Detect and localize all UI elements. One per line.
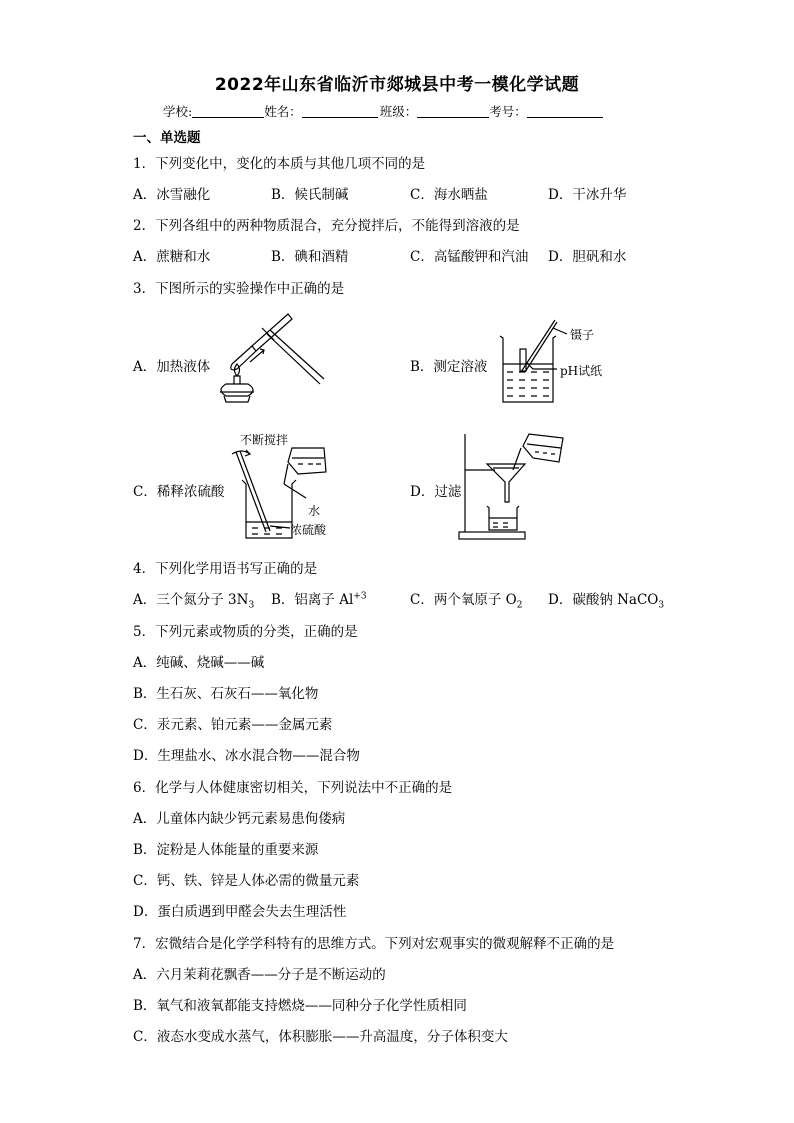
q4-option-d[interactable] <box>548 588 664 611</box>
q4-d-sub: 3 <box>658 600 665 611</box>
q5-stem: 5．下列元素或物质的分类，正确的是 <box>133 624 358 640</box>
q1-option-c[interactable]: C．海水晒盐 <box>410 187 488 203</box>
heating-liquid-figure <box>212 306 332 414</box>
exam-no-label: 考号： <box>489 104 527 119</box>
stir-label: 不断搅拌 <box>240 433 289 447</box>
section-heading: 一、单选题 <box>133 130 201 146</box>
ph-paper-label: pH试纸 <box>560 364 603 378</box>
q5-option-c[interactable]: C．汞元素、铂元素——金属元素 <box>133 717 333 733</box>
q3-option-d[interactable]: D．过滤 <box>410 484 462 500</box>
q1-option-b[interactable]: B．候氏制碱 <box>271 187 349 203</box>
q6-option-d[interactable]: D．蛋白质遇到甲醛会失去生理活性 <box>133 904 347 920</box>
class-label: 班级： <box>379 104 418 119</box>
q5-option-a[interactable]: A．纯碱、烧碱——碱 <box>133 655 265 671</box>
q6-option-b[interactable]: B．淀粉是人体能量的重要来源 <box>133 842 319 858</box>
q7-option-b[interactable]: B．氧气和液氧都能支持燃烧——同种分子化学性质相同 <box>133 998 467 1014</box>
q2-stem: 2．下列各组中的两种物质混合，充分搅拌后，不能得到溶液的是 <box>133 218 520 234</box>
q2-option-a[interactable]: A．蔗糖和水 <box>133 249 211 265</box>
q2-option-b[interactable]: B．碘和酒精 <box>271 249 349 265</box>
class-field[interactable] <box>417 104 489 118</box>
q5-option-d[interactable]: D．生理盐水、冰水混合物——混合物 <box>133 748 360 764</box>
q4-stem: 4．下列化学用语书写正确的是 <box>133 561 318 577</box>
q6-option-a[interactable]: A．儿童体内缺少钙元素易患佝偻病 <box>133 811 346 827</box>
q3-option-a[interactable]: A．加热液体 <box>133 359 211 375</box>
q1-option-a[interactable]: A．冰雪融化 <box>133 187 211 203</box>
water-label: 水 <box>308 504 321 518</box>
school-label: 学校: <box>163 104 193 119</box>
q4-c-text: C．两个氧原子 O <box>410 592 517 608</box>
conc-acid-label: 浓硫酸 <box>290 523 327 537</box>
q3-stem: 3．下图所示的实验操作中正确的是 <box>133 281 345 297</box>
q4-b-sup: +3 <box>353 591 367 602</box>
exam-no-field[interactable] <box>527 104 603 118</box>
q4-option-c[interactable] <box>410 588 522 611</box>
q3-option-b[interactable]: B．测定溶液 <box>410 359 488 375</box>
name-label: 姓名： <box>264 104 302 119</box>
q2-option-d[interactable]: D．胆矾和水 <box>548 249 627 265</box>
q4-c-sub: 2 <box>516 600 523 611</box>
q4-b-text: B．铝离子 Al <box>271 592 354 608</box>
filtration-figure <box>455 430 570 542</box>
page-title: 2022年山东省临沂市郯城县中考一模化学试题 <box>214 75 580 95</box>
q5-option-b[interactable]: B．生石灰、石灰石——氧化物 <box>133 686 319 702</box>
q6-option-c[interactable]: C．钙、铁、锌是人体必需的微量元素 <box>133 873 360 889</box>
name-field[interactable] <box>302 104 378 118</box>
student-info-line <box>163 102 603 120</box>
q4-d-text: D．碳酸钠 NaCO <box>548 592 659 608</box>
q4-a-sub: 3 <box>248 600 255 611</box>
q1-stem: 1．下列变化中，变化的本质与其他几项不同的是 <box>133 156 426 172</box>
q3-option-c[interactable]: C．稀释浓硫酸 <box>133 484 225 500</box>
school-field[interactable] <box>192 104 264 118</box>
q1-option-d[interactable]: D．干冰升华 <box>548 187 627 203</box>
q4-option-a[interactable] <box>133 588 254 611</box>
q4-option-b[interactable] <box>271 588 367 608</box>
tweezers-label: 镊子 <box>570 328 595 342</box>
q7-option-a[interactable]: A．六月茉莉花飘香——分子是不断运动的 <box>133 967 386 983</box>
q7-stem: 7．宏微结合是化学学科特有的思维方式。下列对宏观事实的微观解释不正确的是 <box>133 936 615 952</box>
q4-a-text: A．三个氮分子 3N <box>133 592 249 608</box>
q7-option-c[interactable]: C．液态水变成水蒸气，体积膨胀——升高温度，分子体积变大 <box>133 1029 508 1045</box>
q6-stem: 6．化学与人体健康密切相关，下列说法中不正确的是 <box>133 780 453 796</box>
q2-option-c[interactable]: C．高锰酸钾和汽油 <box>410 249 529 265</box>
